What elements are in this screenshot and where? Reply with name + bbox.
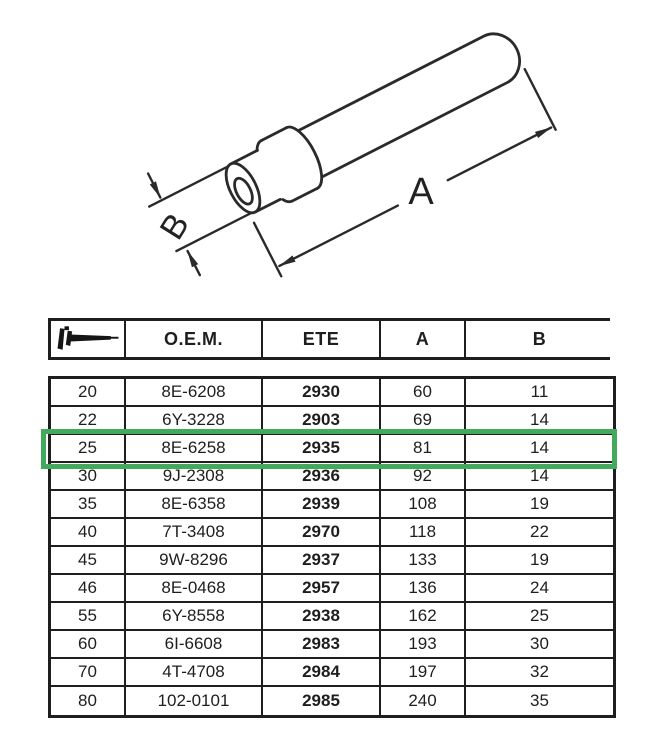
table-cell: 24 [466,575,613,603]
table-cell: 2935 [263,435,381,463]
table-cell: 14 [466,463,613,491]
caliper-icon [55,326,121,352]
table-cell: 108 [381,491,466,519]
table-cell: 240 [381,687,466,715]
table-cell: 25 [466,603,613,631]
table-cell: 2939 [263,491,381,519]
table-cell: 19 [466,547,613,575]
pin-body [216,18,532,224]
table-cell: 2970 [263,519,381,547]
table-cell: 2984 [263,659,381,687]
table-body [48,376,616,718]
table-cell: 133 [381,547,466,575]
table-cell: 32 [466,659,613,687]
table-cell: 193 [381,631,466,659]
table-cell: 7T-3408 [126,519,263,547]
table-cell: 60 [381,379,466,407]
table-cell: 80 [51,687,126,715]
table-cell: 55 [51,603,126,631]
table-cell: 6Y-8558 [126,603,263,631]
pin-diagram [0,0,649,312]
parts-table [48,318,610,720]
dimension-b-label: B [152,206,197,247]
table-cell: 4T-4708 [126,659,263,687]
table-cell: 14 [466,435,613,463]
table-cell: 2903 [263,407,381,435]
table-cell: 92 [381,463,466,491]
table-cell: 20 [51,379,126,407]
table-cell: 19 [466,491,613,519]
table-cell: 30 [51,463,126,491]
table-cell: 2985 [263,687,381,715]
table-cell: 2957 [263,575,381,603]
table-cell: 136 [381,575,466,603]
table-cell: 40 [51,519,126,547]
table-cell: 45 [51,547,126,575]
table-cell: 70 [51,659,126,687]
b-column-header: B [466,321,613,357]
table-cell: 6I-6608 [126,631,263,659]
table-cell: 25 [51,435,126,463]
table-cell: 118 [381,519,466,547]
table-cell: 81 [381,435,466,463]
table-cell: 30 [466,631,613,659]
oem-column-header: O.E.M. [126,321,263,357]
table-cell: 8E-0468 [126,575,263,603]
table-cell: 2938 [263,603,381,631]
table-cell: 22 [51,407,126,435]
table-cell: 2936 [263,463,381,491]
table-cell: 22 [466,519,613,547]
table-cell: 14 [466,407,613,435]
table-cell: 8E-6258 [126,435,263,463]
table-cell: 2930 [263,379,381,407]
ete-column-header: ETE [263,321,381,357]
size-column-header [51,321,126,357]
table-cell: 197 [381,659,466,687]
table-cell: 6Y-3228 [126,407,263,435]
table-cell: 2937 [263,547,381,575]
table-cell: 102-0101 [126,687,263,715]
table-cell: 8E-6208 [126,379,263,407]
table-cell: 60 [51,631,126,659]
dimension-a-label: A [408,171,434,213]
table-cell: 46 [51,575,126,603]
table-cell: 162 [381,603,466,631]
a-column-header: A [381,321,466,357]
table-cell: 2983 [263,631,381,659]
table-cell: 35 [466,687,613,715]
table-cell: 69 [381,407,466,435]
table-cell: 8E-6358 [126,491,263,519]
table-header-row [48,318,610,360]
table-cell: 35 [51,491,126,519]
table-cell: 11 [466,379,613,407]
table-cell: 9W-8296 [126,547,263,575]
table-cell: 9J-2308 [126,463,263,491]
